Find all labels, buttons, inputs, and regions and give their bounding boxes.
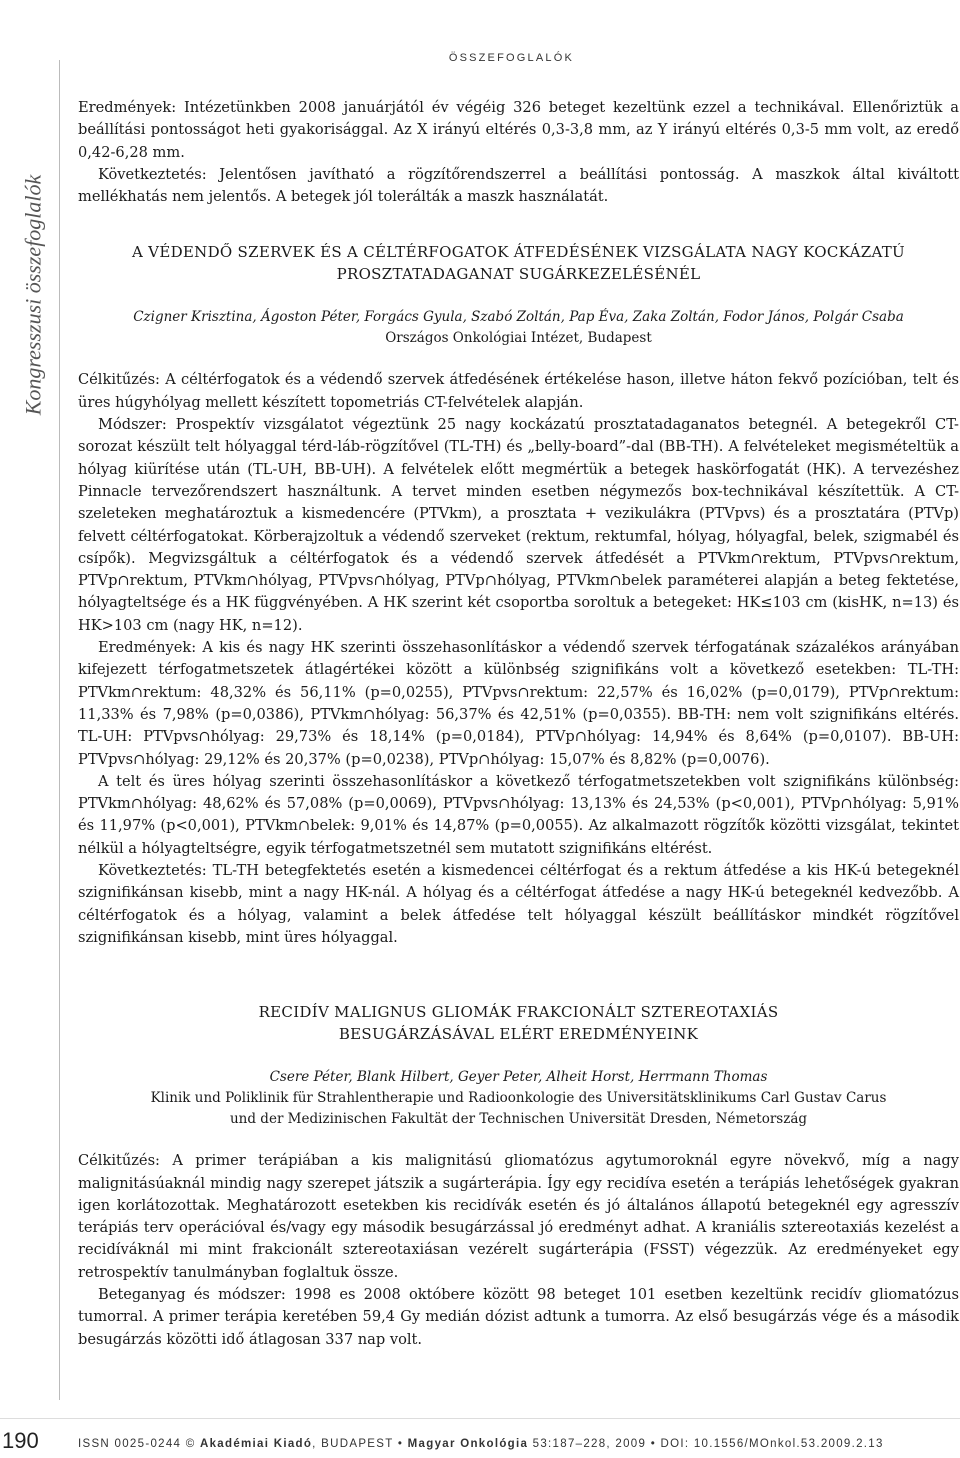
abstract2-title-line1: RECIDÍV MALIGNUS GLIOMÁK FRAKCIONÁLT SZTEREOTAXIÁS	[258, 1003, 779, 1022]
page-number: 190	[2, 1428, 39, 1453]
abstract2-objective: Célkitűzés: A primer terápiában a kis malignitású gliomatózus agytumoroknál egyre növekvő, míg a nagy malignitásúaknál mindig nagy szerepet játszik a sugárterápia. Így egy recidíva esetén a terápiás lehetőségek gyakran igen korlátozottak. Meghatározott esetekben kis recidívák esetén és jó általános állapotú betegeknél egy agresszív terápiás terv operációval és/vagy egy második besugárzással jó eredményt adhat. A kraniális sztereotaxiás kezelést a recidíváknál mi mint frakcionált sztereotaxiásan vezérelt sugárterápia (FSST) végezzük. Az eredményeket egy retrospektív tanulmányban foglaltuk össze.	[78, 1152, 959, 1281]
side-label-text: Kongresszusi összefoglalók	[20, 174, 45, 416]
prev-abstract-results: Eredmények: Intézetünkben 2008 januárjától év végéig 326 beteget kezeltünk ezzel a technikával. Ellenőriztük a beállítási pontosságot heti gyakorisággal. Az X irányú eltérés 0,3-3,8 mm, az Y irányú eltérés 0,3-5 mm volt, az eredő 0,42-6,28 mm.	[78, 99, 959, 161]
side-label	[18, 150, 48, 440]
abstract1-authors: Czigner Krisztina, Ágoston Péter, Forgács Gyula, Szabó Zoltán, Pap Éva, Zaka Zoltán, Fodor János, Polgár Csaba	[133, 309, 904, 326]
abstract1-objective: Célkitűzés: A céltérfogatok és a védendő szervek átfedésének értékelése hason, illetve háton fekvő pozícióban, telt és üres húgyhólyag mellett készített topometriás CT-felvételek alapján.	[78, 371, 959, 411]
abstract1-affiliation: Országos Onkológiai Intézet, Budapest	[385, 330, 652, 347]
footer-citation	[78, 1438, 884, 1450]
side-divider	[59, 60, 60, 1400]
footer-publisher: Akadémiai Kiadó	[200, 1438, 313, 1450]
footer-city: , BUDAPEST •	[312, 1438, 408, 1450]
section-header: ÖSSZEFOGLALÓK	[448, 52, 574, 64]
page-content	[78, 97, 959, 1351]
abstract1-method: Módszer: Prospektív vizsgálatot végeztünk 25 nagy kockázatú prosztatadaganatos betegnél. A betegekről CT-sorozat készült telt hólyaggal térd-láb-rögzítővel (TL-TH) és „belly-board”-dal (BB-TH). A felvételeket megismételtük a hólyag kiürítése után (TL-UH, BB-UH). A felvételek előtt megmértük a betegek haskörfogatát (HK). A tervezéshez Pinnacle tervezőrendszert használtunk. A tervet minden esetben négymezős box-technikával készítettük. A CT-szeleteken meghatároztuk a kismedencére (PTVkm), a prosztata + vezikulákra (PTVpvs) és a prosztatára (PTVp) felvett céltérfogatokat. Körberajzoltuk a védendő szerveket (rektum, rektumfal, hólyag, hólyagfal, belek, szigmabél és csípők). Megvizsgáltuk a céltérfogatok és a védendő szervek átfedését a PTVkm∩rektum, PTVpvs∩rektum, PTVp∩rektum, PTVkm∩hólyag, PTVpvs∩hólyag, PTVp∩hólyag, PTVkm∩belek paraméterei alapján a beteg fektetése, hólyagteltsége és a HK függvényében. A HK szerint két csoportba soroltuk a betegeket: HK≤103 cm (kisHK, n=13) és HK>103 cm (nagy HK, n=12).	[78, 416, 959, 634]
abstract2-patients-methods: Beteganyag és módszer: 1998 es 2008 októbere között 98 beteget 101 esetben kezeltünk recidív gliomatózus tumorral. A primer terápia keretében 59,4 Gy medián dózist adtunk a tumorra. Az első besugárzás vége és a második besugárzás közötti idő átlagosan 337 nap volt.	[78, 1285, 959, 1348]
abstract1-results: Eredmények: A kis és nagy HK szerinti összehasonlításkor a védendő szervek térfogatának százalékos arányában kifejezett térfogatmetszetek átlagértékei között a különbség szignifikáns volt a következő esetekben: TL-TH: PTVkm∩rektum: 48,32% és 56,11% (p=0,0255), PTVpvs∩rektum: 22,57% és 16,02% (p=0,0179), PTVp∩rektum: 11,33% és 7,98% (p=0,0386), PTVkm∩hólyag: 56,37% és 42,51% (p=0,0355). BB-TH: nem volt szignifikáns eltérés. TL-UH: PTVpvs∩hólyag: 29,73% és 18,14% (p=0,0184), PTVp∩hólyag: 14,94% és 8,64% (p=0,0107). BB-UH: PTVpvs∩hólyag: 29,12% és 20,37% (p=0,0238), PTVp∩hólyag: 15,07% és 8,82% (p=0,0076).	[78, 639, 959, 768]
abstract2-title-line2: BESUGÁRZÁSÁVAL ELÉRT EREDMÉNYEINK	[338, 1025, 699, 1044]
abstract2-authors: Csere Péter, Blank Hilbert, Geyer Peter, Alheit Horst, Herrmann Thomas	[269, 1069, 768, 1086]
abstract2-affiliation-line2: und der Medizinischen Fakultät der Technischen Universität Dresden, Németország	[229, 1111, 808, 1128]
abstract1-conclusion: Következtetés: TL-TH betegfektetés esetén a kismedencei céltérfogat és a rektum átfedése a kis HK-ú betegeknél szignifikánsan kisebb, mint a nagy HK-nál. A hólyag és a céltérfogat átfedése a nagy HK-ú betegeknél kedvezőbb. A céltérfogatok és a hólyag, valamint a belek átfedése telt hólyaggal készült beállításkor mindkét rögzítővel szignifikánsan kisebb, mint üres hólyaggal.	[78, 862, 959, 946]
footer-journal: Magyar Onkológia	[407, 1438, 529, 1450]
footer-rule	[0, 1418, 960, 1419]
footer-issn: ISSN 0025-0244 ©	[78, 1438, 196, 1450]
prev-abstract-conclusion: Következtetés: Jelentősen javítható a rögzítőrendszerrel a beállítási pontosság. A maszkok által kiváltott mellékhatás nem jelentős. A betegek jól tolerálták a maszk használatát.	[78, 165, 959, 206]
footer-doi: 53:187–228, 2009 • DOI: 10.1556/MOnkol.53.2009.2.13	[528, 1438, 884, 1450]
abstract1-title-line2: PROSZTATADAGANAT SUGÁRKEZELÉSÉNÉL	[336, 265, 701, 284]
abstract2-affiliation-line1: Klinik und Poliklinik für Strahlentherapie und Radioonkologie des Universitätsklinikums Carl Gustav Carus	[150, 1090, 887, 1107]
abstract1-title-line1: A VÉDENDŐ SZERVEK ÉS A CÉLTÉRFOGATOK ÁTFEDÉSÉNEK VIZSGÁLATA NAGY KOCKÁZATÚ	[131, 243, 905, 262]
abstract1-comparison: A telt és üres hólyag szerinti összehasonlításkor a következő térfogatmetszetekben volt szignifikáns különbség: PTVkm∩hólyag: 48,62% és 57,08% (p=0,0069), PTVpvs∩hólyag: 13,13% és 24,53% (p<0,001), PTVp∩hólyag: 5,91% és 11,97% (p<0,001), PTVkm∩belek: 9,01% és 14,87% (p=0,0055). Az alkalmazott rögzítők közötti vizsgálat, tekintet nélkül a hólyagteltségre, egyik térfogatmetszetnél sem mutatott szignifikáns eltérést.	[78, 772, 959, 857]
